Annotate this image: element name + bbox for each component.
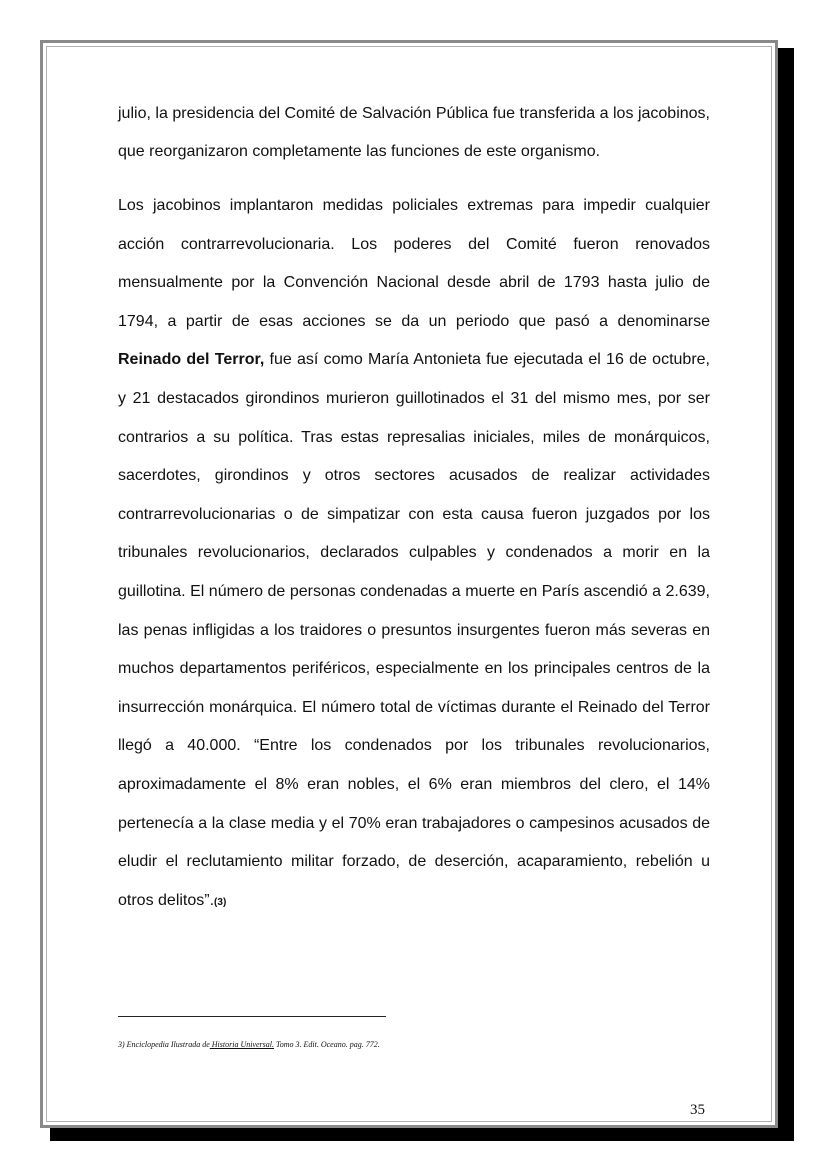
- footnote-separator: [118, 1016, 386, 1017]
- reinado-del-terror-bold: Reinado del Terror,: [118, 351, 265, 369]
- footnote-suffix: Tomo 3. Edit. Oceano. pag. 772.: [274, 1040, 380, 1049]
- paragraph-2-text-end: fue así como María Antonieta fue ejecutada el 16 de octubre, y 21 destacados girondinos murieron guillotinados el 31 del mismo mes, por ser contrarios a su política. Tras estas represalias iniciales, miles de monárquicos, sacerdotes, girondinos y otros sectores acusados de realizar actividades contrarrevolucionarias o de simpatizar con esta causa fueron juzgados por los tribunales revolucionarios, declarados culpables y condenados a morir en la guillotina. El número de personas condenadas a muerte en París ascendió a 2.639, las penas infligidas a los traidores o presuntos insurgentes fueron más severas en muchos departamentos periféricos, especialmente en los principales centros de la insurrección monárquica. El número total de víctimas durante el Reinado del Terror llegó a 40.000. “Entre los condenados por los tribunales revolucionarios, aproximadamente el 8% eran nobles, el 6% eran miembros del clero, el 14% pertenecía a la clase media y el 70% eran trabajadores o campesinos acusados de eludir el reclutamiento militar forzado, de deserción, acaparamiento, rebelión u otros delitos”.: [118, 351, 710, 909]
- paragraph-1: [118, 95, 710, 171]
- paragraph-2: [118, 187, 710, 922]
- page-number: 35: [690, 1102, 705, 1118]
- footnote-title-underlined: Historia Universal.: [209, 1040, 274, 1049]
- footnote-reference: (3): [214, 896, 227, 908]
- paragraph-1-text: julio, la presidencia del Comité de Salvación Pública fue transferida a los jacobinos, que reorganizaron completamente las funciones de este organismo.: [118, 105, 710, 160]
- paragraph-2-text-start: Los jacobinos implantaron medidas policiales extremas para impedir cualquier acción contrarrevolucionaria. Los poderes del Comité fueron renovados mensualmente por la Convención Nacional desde abril de 1793 hasta julio de 1794, a partir de esas acciones se da un periodo que pasó a denominarse: [118, 197, 710, 330]
- footnote-prefix: 3) Enciclopedia Ilustrada de: [118, 1040, 210, 1049]
- footnote: [118, 1040, 380, 1049]
